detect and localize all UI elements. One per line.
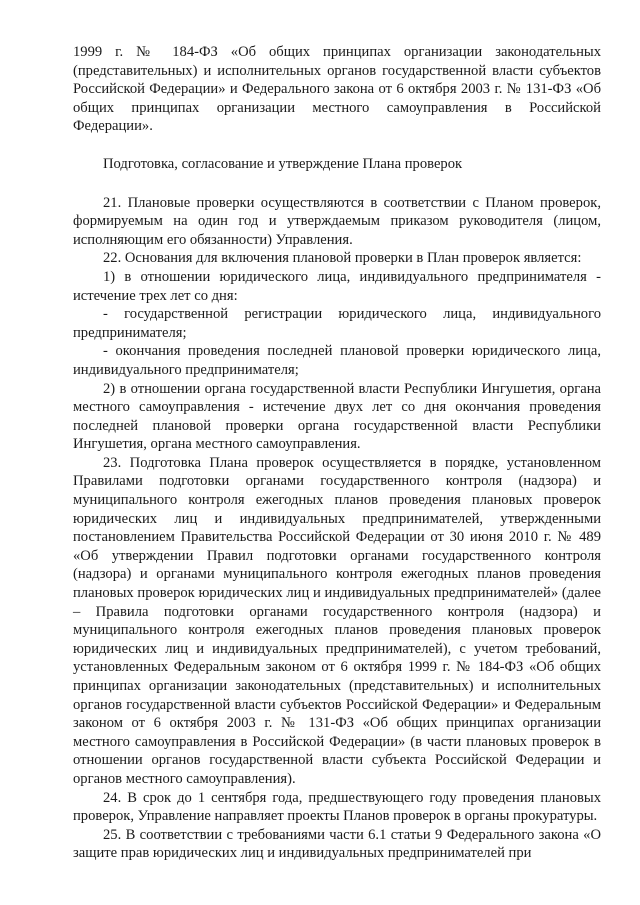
paragraph-25: 25. В соответствии с требованиями части 6.1 статьи 9 Федерального закона «О защите прав юридических лиц и индивидуальных предпринимателей при — [73, 826, 601, 862]
paragraph-22-item-1-a: - государственной регистрации юридического лица, индивидуального предпринимателя; — [73, 306, 601, 341]
paragraph-22-item-1-b: - окончания проведения последней плановой проверки юридического лица, индивидуального предпринимателя; — [73, 343, 601, 378]
section-heading: Подготовка, согласование и утверждение Плана проверок — [103, 155, 463, 172]
paragraph-22-item-1: 1) в отношении юридического лица, индивидуального предпринимателя - истечение трех лет со дня: — [73, 268, 601, 304]
paragraph-22-item-2: 2) в отношении органа государственной власти Республики Ингушетия, органа местного самоуправления - истечение двух лет со дня окончания проведения последней плановой проверки органа государственной власти Республики Ингушетия, органа местного самоуправления. — [73, 380, 601, 453]
paragraph-22: 22. Основания для включения плановой проверки в План проверок является: — [103, 250, 582, 267]
paragraph-24: 24. В срок до 1 сентября года, предшествующего году проведения плановых проверок, Управление направляет проекты Планов проверок в органы прокуратуры. — [73, 789, 601, 825]
document-body — [73, 43, 601, 863]
paragraph-23: 23. Подготовка Плана проверок осуществляется в порядке, установленном Правилами подготовки органами государственного контроля (надзора) и муниципального контроля ежегодных планов проведения плановых проверок юридических лиц и индивидуальных предпринимателей, утвержденными постановлением Правительства Российской Федерации от 30 июня 2010 г. № 489 «Об утверждении Правил подготовки органами государственного контроля (надзора) и органами муниципального контроля ежегодных планов проведения плановых проверок юридических лиц и индивидуальных предпринимателей» (далее – Правила подготовки органами государственного контроля (надзора) и муниципального контроля ежегодных планов проведения плановых проверок юридических лиц и индивидуальных предпринимателей), с учетом требований, установленных Федеральным законом от 6 октября 1999 г. № 184-ФЗ «Об общих принципах организации законодательных (представительных) и исполнительных органов государственной власти субъектов Российской Федерации» и Федеральным законом от 6 октября 2003 г. № 131-ФЗ «Об общих принципах организации местного самоуправления в Российской Федерации» (в части плановых проверок в отношении органов государственной власти субъекта Российской Федерации и органов местного самоуправления). — [73, 454, 601, 787]
intro-paragraph: 1999 г. № 184-ФЗ «Об общих принципах организации законодательных (представительных) и исполнительных органов государственной власти субъектов Российской Федерации» и Федерального закона от 6 октября 2003 г. № 131-ФЗ «Об общих принципах организации местного самоуправления в Российской Федерации». — [73, 44, 601, 135]
paragraph-21: 21. Плановые проверки осуществляются в соответствии с Планом проверок, формируемым на один год и утверждаемым приказом руководителя (лицом, исполняющим его обязанности) Управления. — [73, 194, 601, 248]
